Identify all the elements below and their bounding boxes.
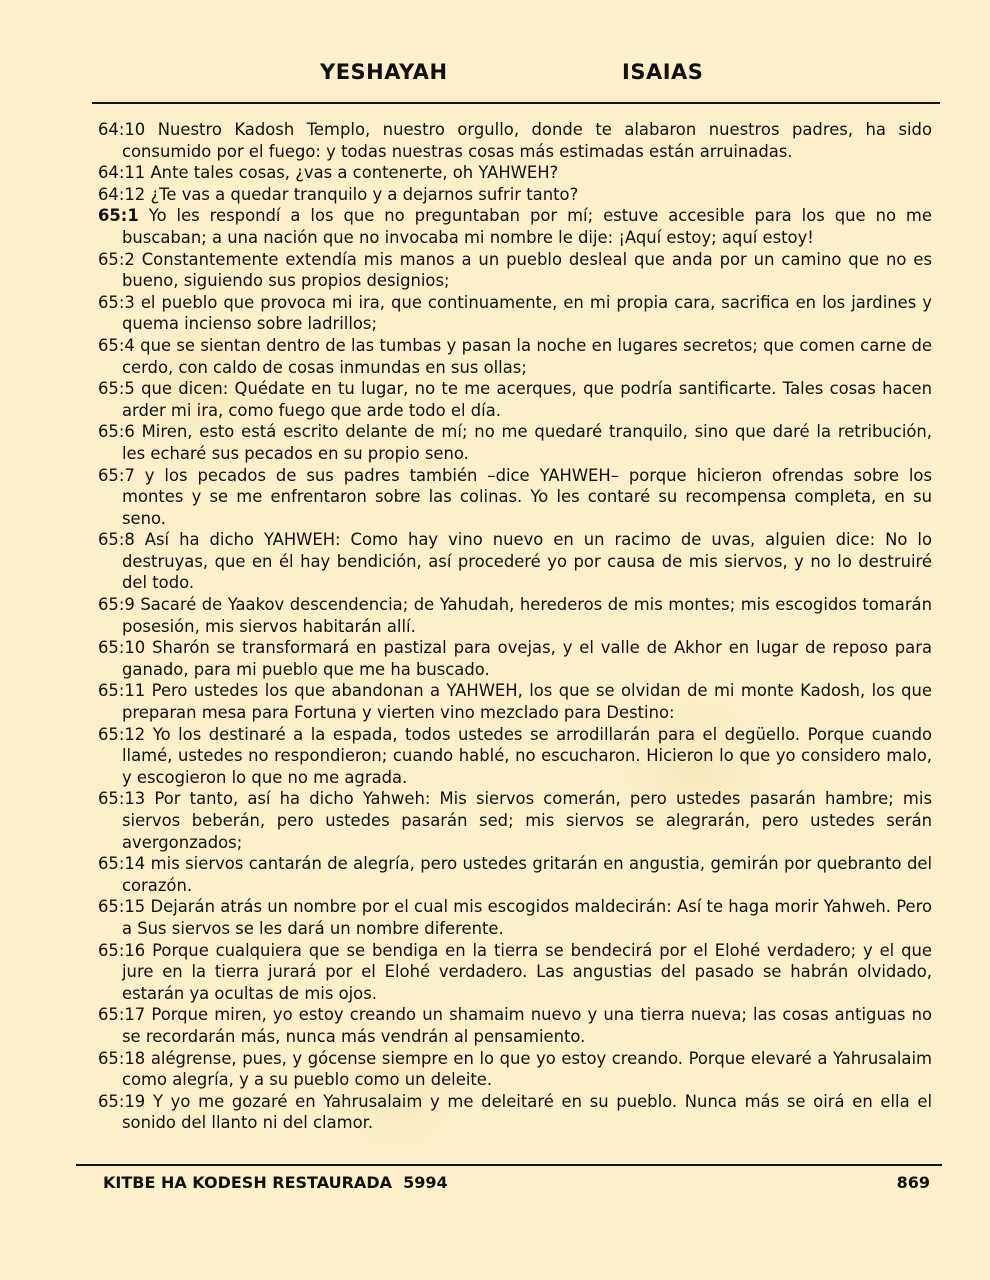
verse-number: 65:5 xyxy=(98,379,135,399)
verse-number: 65:10 xyxy=(98,638,146,658)
verse xyxy=(98,162,932,184)
verse xyxy=(98,421,932,464)
verse-number: 65:12 xyxy=(98,724,146,744)
verse-text: Dejarán atrás un nombre por el cual mis escogidos maldecirán: Así te haga morir Yahweh. Pero a Sus siervos se les dará un nombre diferente. xyxy=(122,897,932,938)
verse-text: mis siervos cantarán de alegría, pero ustedes gritarán en angustia, gemirán por quebranto del corazón. xyxy=(122,854,932,895)
verse xyxy=(98,335,932,378)
verse-text: Porque miren, yo estoy creando un shamaim nuevo y una tierra nueva; las cosas antiguas no se recordarán más, nunca más vendrán al pensamiento. xyxy=(122,1005,932,1046)
verse xyxy=(98,1091,932,1134)
page-number: 869 xyxy=(896,1173,930,1192)
verse-text: que se sientan dentro de las tumbas y pasan la noche en lugares secretos; que comen carne de cerdo, con caldo de cosas inmundas en sus ollas; xyxy=(122,335,932,377)
verse xyxy=(98,184,932,206)
verse-text: el pueblo que provoca mi ira, que continuamente, en mi propia cara, sacrifica en los jardines y quema incienso sobre ladrillos; xyxy=(122,292,932,334)
verse-text: Yo los destinaré a la espada, todos ustedes se arrodillarán para el degüello. Porque cuando llamé, ustedes no respondieron; cuando hablé, no escucharon. Hicieron lo que yo considero malo, y escogieron lo que no me agrada. xyxy=(122,724,933,787)
verse-number: 65:2 xyxy=(98,249,135,269)
verse-number: 65:17 xyxy=(98,1005,146,1025)
verse xyxy=(98,594,932,637)
verse-text: ¿Te vas a quedar tranquilo y a dejarnos sufrir tanto? xyxy=(150,184,579,204)
verse-number: 65:15 xyxy=(98,897,146,917)
verse xyxy=(98,119,932,162)
verse xyxy=(98,1004,932,1047)
verse xyxy=(98,249,932,292)
verse-text: Miren, esto está escrito delante de mí; no me quedaré tranquilo, sino que daré la retribución, les echaré sus pecados en su propio seno. xyxy=(122,422,933,463)
verse-number: 65:14 xyxy=(98,854,146,874)
verse-number: 64:11 xyxy=(98,163,146,183)
verse-number: 65:6 xyxy=(98,422,135,442)
verse xyxy=(98,637,932,680)
verse xyxy=(98,1048,932,1091)
verse xyxy=(98,205,932,248)
footer-title: KITBE HA KODESH RESTAURADA 5994 xyxy=(103,1173,448,1192)
verse-number: 65:4 xyxy=(98,335,135,355)
verse xyxy=(98,680,932,723)
header-book-hebrew: YESHAYAH xyxy=(320,60,448,84)
verse-number: 65:1 xyxy=(98,206,139,226)
verse-number: 65:13 xyxy=(98,789,146,809)
verse xyxy=(98,724,932,789)
verse-number: 65:11 xyxy=(98,681,146,701)
verse xyxy=(98,788,932,853)
verse-text: Así ha dicho YAHWEH: Como hay vino nuevo en un racimo de uvas, alguien dice: No lo destruyas, que en él hay bendición, así procederé yo por causa de mis siervos, y no lo destruiré del todo. xyxy=(122,530,932,593)
verse xyxy=(98,853,932,896)
verse xyxy=(98,378,932,421)
page-footer xyxy=(76,1164,942,1196)
verse-text: Por tanto, así ha dicho Yahweh: Mis siervos comerán, pero ustedes pasarán hambre; mis siervos beberán, pero ustedes pasarán sed; mis siervos se alegrarán, pero ustedes serán avergonzados; xyxy=(122,789,932,852)
verse-number: 65:8 xyxy=(98,530,135,550)
verse-text: Sacaré de Yaakov descendencia; de Yahudah, herederos de mis montes; mis escogidos tomarán posesión, mis siervos habitarán allí. xyxy=(122,595,932,636)
verse-text: Nuestro Kadosh Templo, nuestro orgullo, donde te alabaron nuestros padres, ha sido consumido por el fuego: y todas nuestras cosas más estimadas están arruinadas. xyxy=(122,120,932,161)
verse-number: 65:19 xyxy=(98,1091,146,1111)
verse-number: 65:3 xyxy=(98,292,135,312)
verse-text: Constantemente extendía mis manos a un pueblo desleal que anda por un camino que no es bueno, siguiendo sus propios designios; xyxy=(122,249,932,291)
verse-number: 65:7 xyxy=(98,465,135,485)
verse-text: Porque cualquiera que se bendiga en la tierra se bendecirá por el Elohé verdadero; y el que jure en la tierra jurará por el Elohé verdadero. Las angustias del pasado se habrán olvidado, estarán ya ocultas de mis ojos. xyxy=(122,940,932,1003)
verse xyxy=(98,896,932,939)
verse-number: 64:10 xyxy=(98,120,146,139)
verse-list xyxy=(98,119,932,1134)
header-book-spanish: ISAIAS xyxy=(622,60,704,84)
verse-number: 65:16 xyxy=(98,940,146,960)
verse-text: Y yo me gozaré en Yahrusalaim y me deleitaré en su pueblo. Nunca más se oirá en ella el sonido del llanto ni del clamor. xyxy=(122,1091,932,1133)
verse-text: Pero ustedes los que abandonan a YAHWEH, los que se olvidan de mi monte Kadosh, los que preparan mesa para Fortuna y vierten vino mezclado para Destino: xyxy=(122,681,933,723)
verse-number: 64:12 xyxy=(98,184,146,204)
verse xyxy=(98,465,932,530)
verse-text: que dicen: Quédate en tu lugar, no te me acerques, que podría santificarte. Tales cosas hacen arder mi ira, como fuego que arde todo el día. xyxy=(122,379,932,420)
verse-text: Yo les respondí a los que no preguntaban por mí; estuve accesible para los que no me buscaban; a una nación que no invocaba mi nombre le dije: ¡Aquí estoy; aquí estoy! xyxy=(122,206,932,247)
verse-number: 65:9 xyxy=(98,595,135,615)
verse xyxy=(98,292,932,335)
page-header xyxy=(92,58,940,104)
verse-text: y los pecados de sus padres también –dice YAHWEH– porque hicieron ofrendas sobre los montes y se me enfrentaron sobre las colinas. Yo les contaré su recompensa completa, en su seno. xyxy=(122,465,932,528)
verse-text: alégrense, pues, y gócense siempre en lo que yo estoy creando. Porque elevaré a Yahrusalaim como alegría, y a su pueblo como un deleite. xyxy=(122,1048,932,1090)
verse-text: Sharón se transformará en pastizal para ovejas, y el valle de Akhor en lugar de reposo para ganado, para mi pueblo que me ha buscado. xyxy=(122,638,932,679)
verse xyxy=(98,940,932,1005)
verse-text: Ante tales cosas, ¿vas a contenerte, oh YAHWEH? xyxy=(150,163,559,183)
verse xyxy=(98,529,932,594)
verse-number: 65:18 xyxy=(98,1048,146,1068)
